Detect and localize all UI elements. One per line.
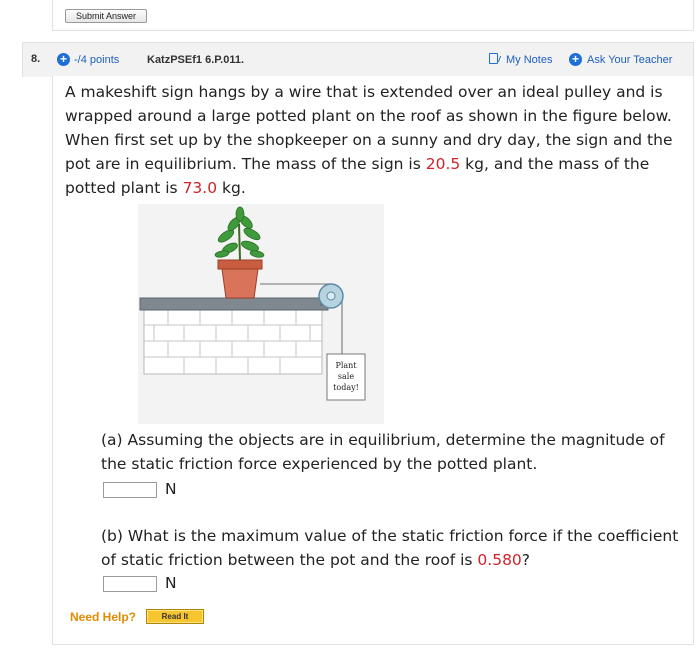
question-id: KatzPSEf1 6.P.011. [147,54,245,66]
part-b-answer-input[interactable] [103,576,157,592]
part-b-text: (b) What is the maximum value of the static friction force if the coefficient of static friction between the pot and the roof is [101,527,679,569]
sign-text-line: sale [337,372,355,381]
sign-text-line: Plant [335,361,357,370]
problem-text: kg. [217,179,246,197]
part-a-unit: N [165,480,177,498]
question-header [22,42,694,77]
part-b-unit: N [165,574,177,592]
plus-circle-icon[interactable]: + [569,53,582,66]
read-it-button[interactable]: Read It [146,609,204,624]
previous-question-panel [52,0,694,31]
submit-answer-button[interactable]: Submit Answer [65,9,147,23]
problem-text: A makeshift sign hangs by a wire that is extended over an ideal pulley and is wrapped around a large potted plant on the roof as shown in the figure below. When first set up by the shopkeeper on a sunny and dry day, the sign and the pot are in equilibrium. The mass of the sign is [65,83,673,173]
part-b-text: ? [521,551,531,569]
plant-mass-value: 73.0 [182,179,218,197]
points-link[interactable]: -/4 points [74,54,120,66]
pulley-figure [138,204,384,424]
notes-icon[interactable] [489,53,498,64]
friction-coefficient-value: 0.580 [477,551,522,569]
sign-mass-value: 20.5 [425,155,461,173]
problem-text: kg, and the mass of the potted plant is [65,155,650,197]
problem-statement [65,80,685,200]
my-notes-link[interactable]: My Notes [506,54,553,66]
question-number: 8. [31,53,41,65]
question-body [52,76,694,645]
plus-circle-icon[interactable]: + [57,53,70,66]
part-a-answer-input[interactable] [103,482,157,498]
sign-text-line: today! [333,383,359,392]
need-help-label: Need Help? [70,610,137,624]
part-b-prompt [101,524,686,572]
ask-teacher-link[interactable]: Ask Your Teacher [587,54,673,66]
part-a-prompt: (a) Assuming the objects are in equilibrium, determine the magnitude of the static friction force experienced by the potted plant. [101,431,665,473]
